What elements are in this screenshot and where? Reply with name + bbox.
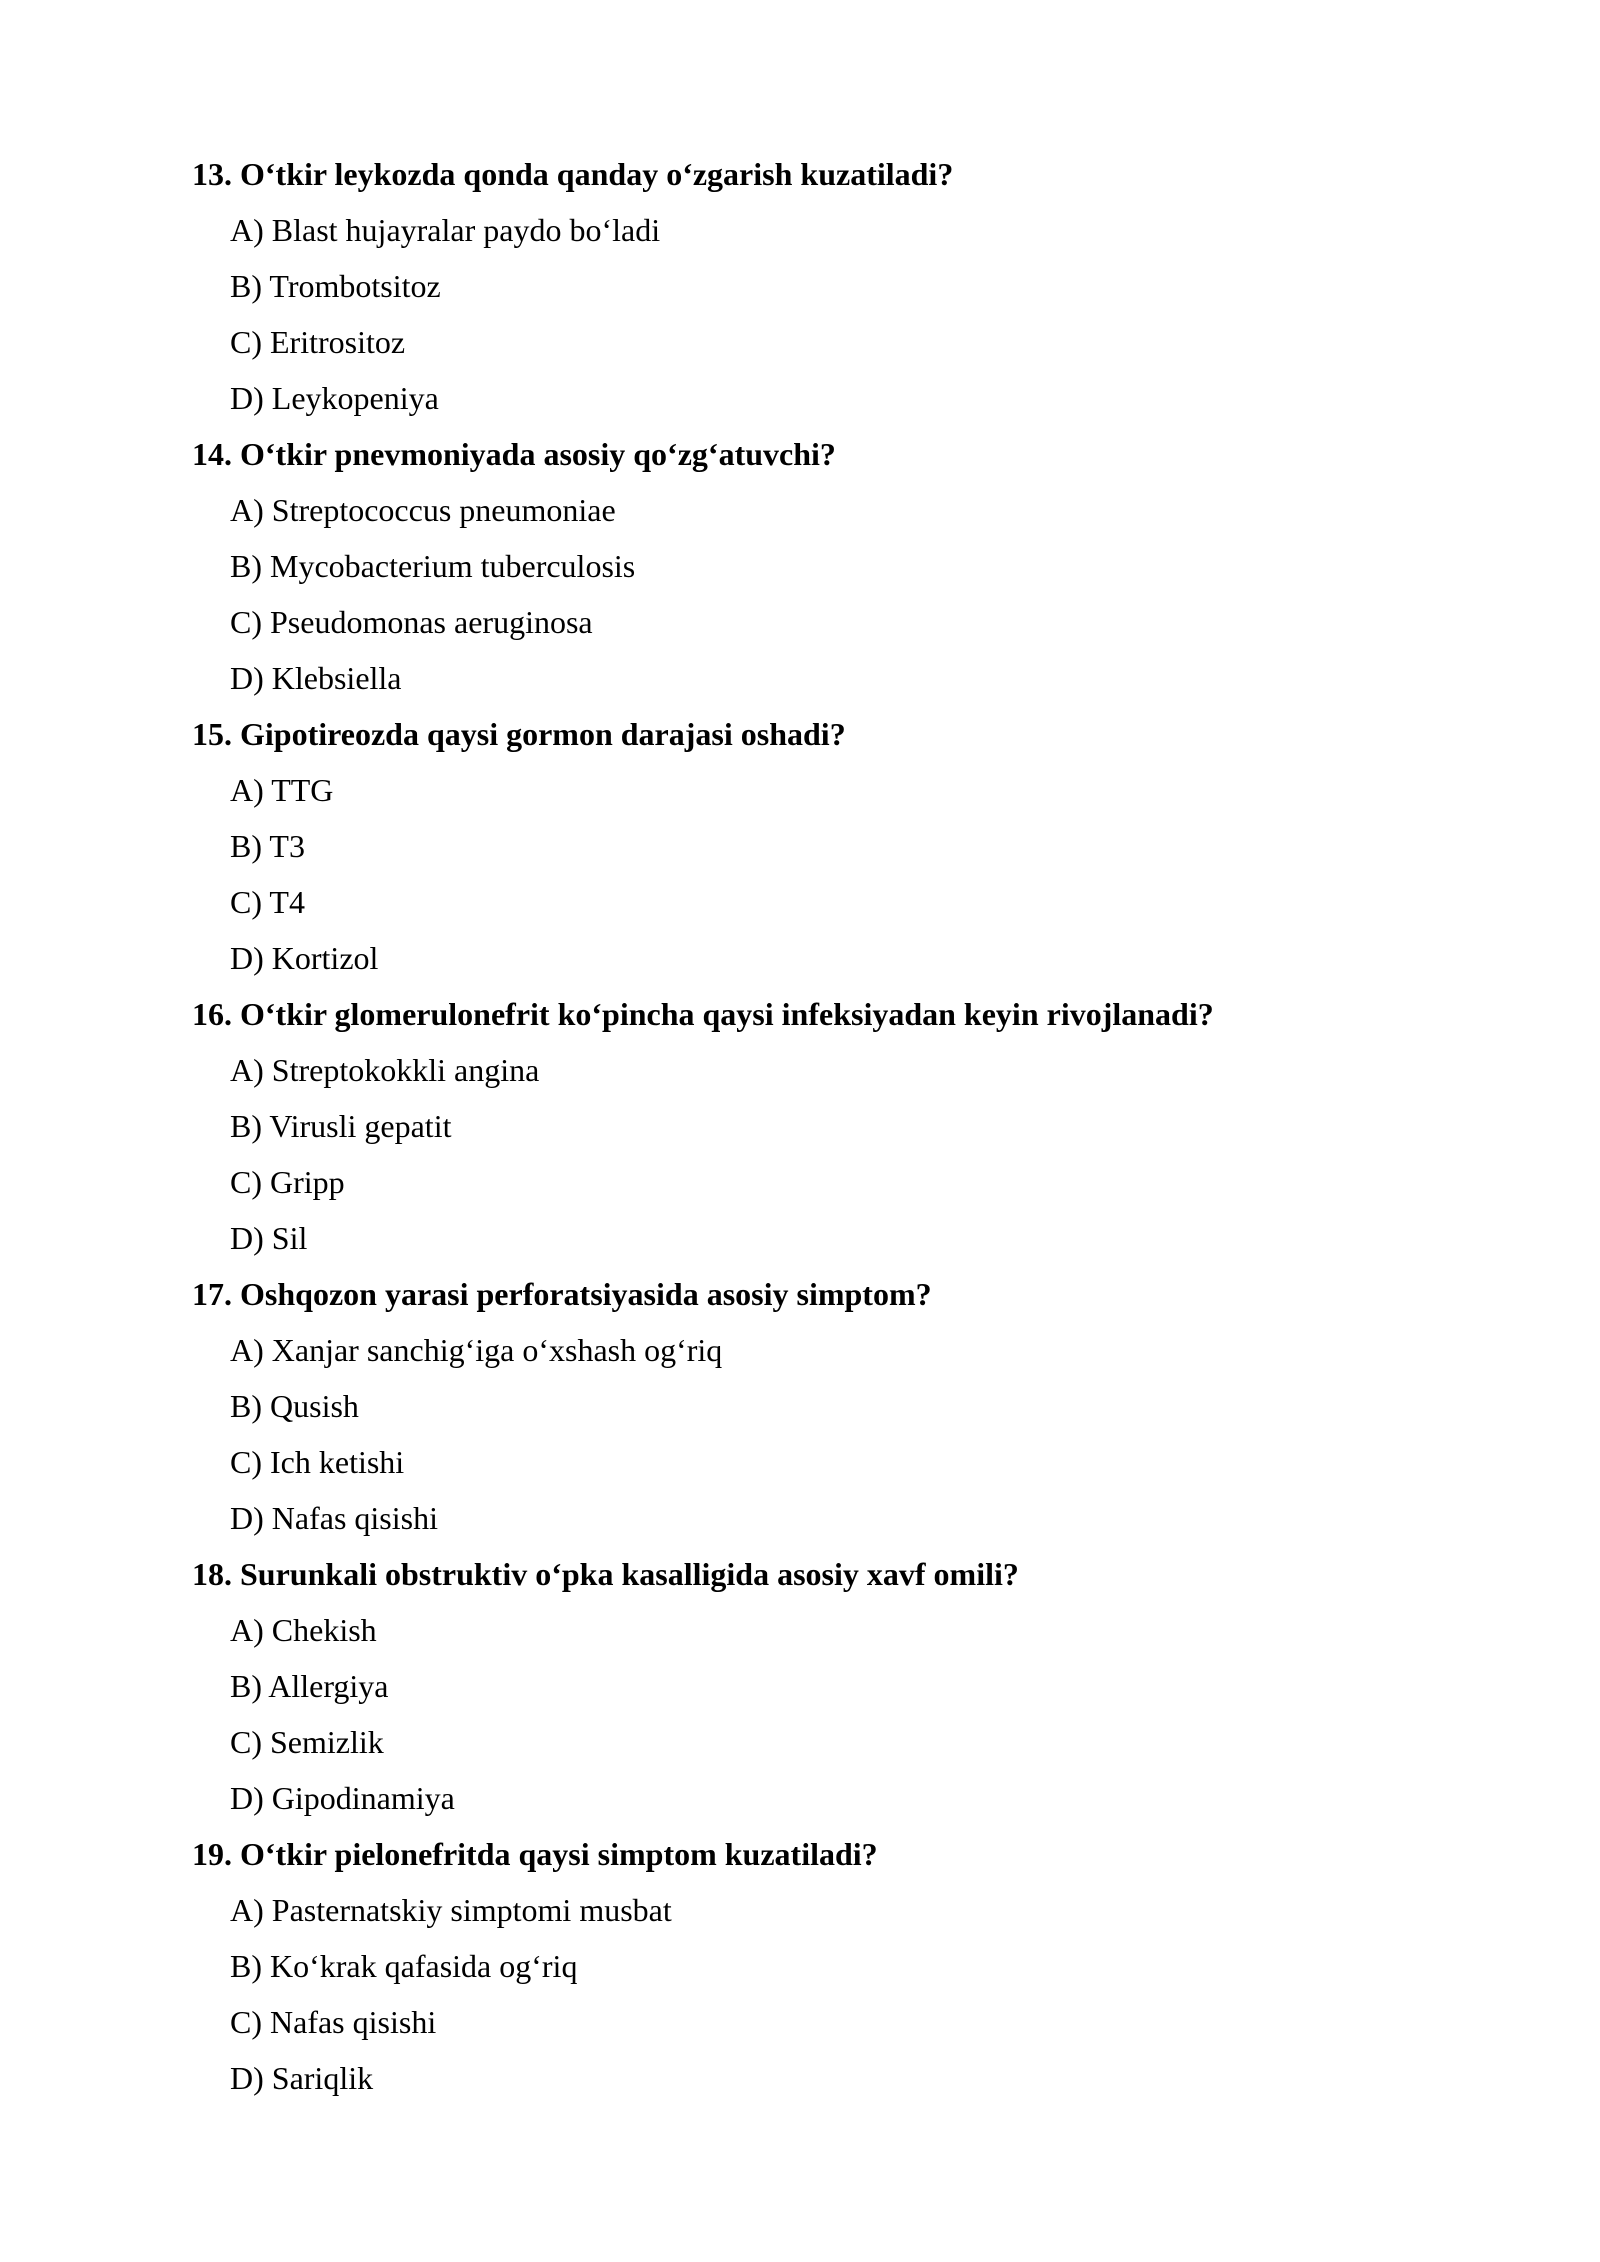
question-17 (192, 1266, 1432, 1546)
question-title: 17. Oshqozon yarasi perforatsiyasida asosiy simptom? (192, 1276, 932, 1312)
question-18 (192, 1546, 1432, 1826)
option-d: D) Sil (230, 1220, 308, 1256)
question-list (192, 146, 1432, 2106)
question-title: 18. Surunkali obstruktiv o‘pka kasalligida asosiy xavf omili? (192, 1556, 1019, 1592)
option-b: B) Virusli gepatit (230, 1108, 452, 1144)
question-title: 15. Gipotireozda qaysi gormon darajasi oshadi? (192, 716, 846, 752)
question-title: 14. O‘tkir pnevmoniyada asosiy qo‘zg‘atuvchi? (192, 436, 836, 472)
question-title: 16. O‘tkir glomerulonefrit ko‘pincha qaysi infeksiyadan keyin rivojlanadi? (192, 996, 1214, 1032)
option-list (192, 762, 1432, 986)
question-19 (192, 1826, 1432, 2106)
option-list (192, 1042, 1432, 1266)
option-b: B) Qusish (230, 1388, 359, 1424)
option-b: B) Trombotsitoz (230, 268, 441, 304)
question-title: 19. O‘tkir pielonefritda qaysi simptom kuzatiladi? (192, 1836, 878, 1872)
option-a: A) Xanjar sanchig‘iga o‘xshash og‘riq (230, 1332, 723, 1368)
option-d: D) Gipodinamiya (230, 1780, 455, 1816)
option-d: D) Nafas qisishi (230, 1500, 438, 1536)
option-b: B) T3 (230, 828, 305, 864)
option-c: C) Gripp (230, 1164, 345, 1200)
option-list (192, 1602, 1432, 1826)
question-16 (192, 986, 1432, 1266)
question-13 (192, 146, 1432, 426)
option-a: A) Blast hujayralar paydo bo‘ladi (230, 212, 661, 248)
option-list (192, 482, 1432, 706)
option-list (192, 202, 1432, 426)
option-c: C) Ich ketishi (230, 1444, 405, 1480)
option-list (192, 1882, 1432, 2106)
option-b: B) Ko‘krak qafasida og‘riq (230, 1948, 578, 1984)
option-c: C) Nafas qisishi (230, 2004, 437, 2040)
option-d: D) Kortizol (230, 940, 379, 976)
option-c: C) Pseudomonas aeruginosa (230, 604, 593, 640)
option-c: C) T4 (230, 884, 305, 920)
option-d: D) Sariqlik (230, 2060, 374, 2096)
question-title: 13. O‘tkir leykozda qonda qanday o‘zgarish kuzatiladi? (192, 156, 954, 192)
option-b: B) Allergiya (230, 1668, 389, 1704)
question-15 (192, 706, 1432, 986)
question-14 (192, 426, 1432, 706)
option-c: C) Eritrositoz (230, 324, 406, 360)
option-a: A) TTG (230, 772, 334, 808)
option-a: A) Pasternatskiy simptomi musbat (230, 1892, 672, 1928)
option-a: A) Chekish (230, 1612, 377, 1648)
option-a: A) Streptokokkli angina (230, 1052, 540, 1088)
option-d: D) Klebsiella (230, 660, 402, 696)
option-list (192, 1322, 1432, 1546)
option-c: C) Semizlik (230, 1724, 384, 1760)
option-d: D) Leykopeniya (230, 380, 439, 416)
option-a: A) Streptococcus pneumoniae (230, 492, 616, 528)
option-b: B) Mycobacterium tuberculosis (230, 548, 636, 584)
